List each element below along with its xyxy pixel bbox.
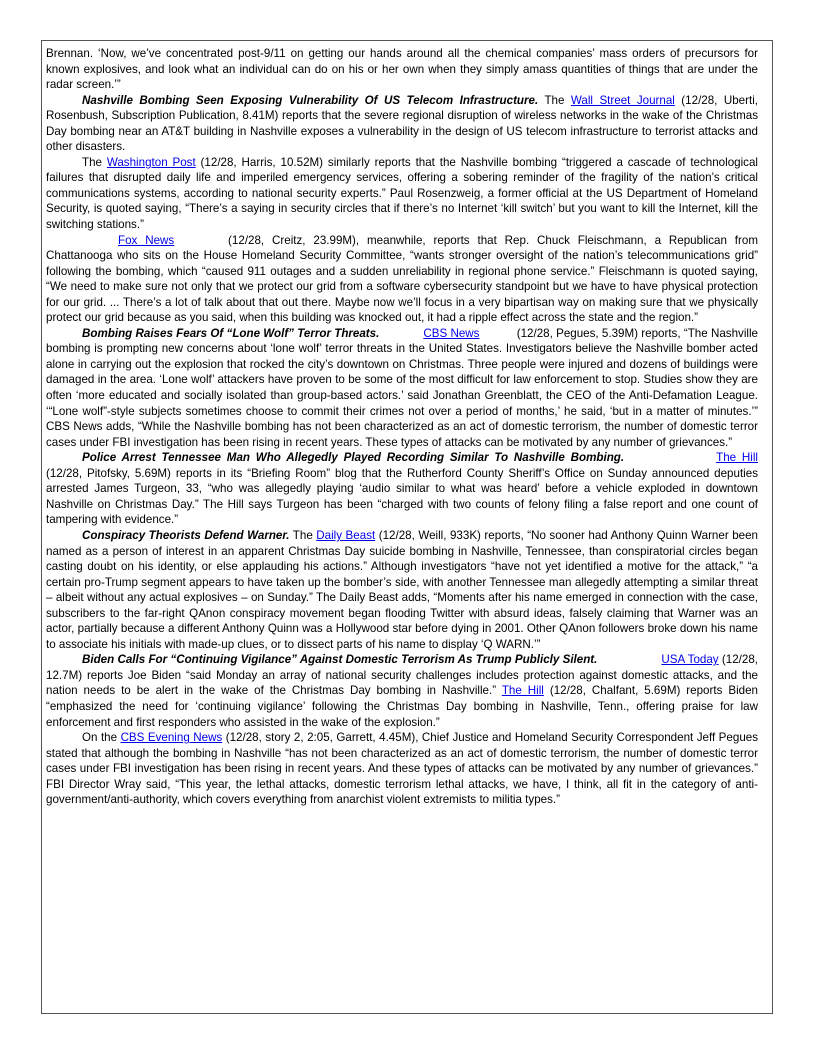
headline: Conspiracy Theorists Defend Warner. bbox=[82, 528, 290, 542]
source-link-cbs-evening-news[interactable]: CBS Evening News bbox=[120, 731, 223, 745]
source-link-washington-post[interactable]: Washington Post bbox=[106, 155, 196, 169]
source-link-usa-today[interactable]: USA Today bbox=[661, 653, 719, 667]
headline: Bombing Raises Fears Of “Lone Wolf” Terror Threats. bbox=[82, 326, 380, 340]
article-conspiracy-theorists bbox=[46, 528, 758, 652]
paragraph-text: (12/28, Pitofsky, 5.69M) reports in its “Briefing Room” blog that the Rutherford County Sheriff’s Office on Sunday announced deputies arrested James Turgeon, 33, “who was allegedly playing ‘audio similar to what was heard’ before a vehicle exploded in downtown Nashville on Christmas Day.” The Hill says Turgeon has been “charged with two counts of felony filing a false report and one count of tampering with evidence.” bbox=[46, 466, 758, 527]
article-telecom-vulnerability bbox=[46, 93, 758, 155]
paragraph-text: (12/28, 12.7M) reports Joe Biden “said Monday an array of national security challenges includes protection against domestic attacks, and the nation needs to be alert in the wake of the Christmas Day bombing in Nashville.” bbox=[46, 653, 759, 698]
connector-text: The bbox=[538, 93, 571, 107]
connector-text: The bbox=[289, 528, 317, 542]
document-body bbox=[46, 46, 758, 808]
article-washington-post bbox=[46, 155, 758, 233]
connector-text: On the bbox=[82, 731, 121, 745]
source-link-daily-beast[interactable]: Daily Beast bbox=[316, 528, 376, 542]
source-link-the-hill[interactable]: The Hill bbox=[716, 451, 758, 465]
article-lone-wolf bbox=[46, 326, 758, 450]
paragraph-text: (12/28, Uberti, Rosenbush, Subscription Publication, 8.41M) reports that the severe regional disruption of wireless networks in the wake of the Christmas Day bombing near an AT&T building in Nashville exposes a vulnerability in the design of US telecom infrastructure to terrorist attacks and other disasters. bbox=[46, 93, 759, 154]
headline: Biden Calls For “Continuing Vigilance” Against Domestic Terrorism As Trump Publicly Silent. bbox=[82, 653, 598, 667]
source-link-wsj[interactable]: Wall Street Journal bbox=[570, 93, 675, 107]
paragraph-text: (12/28, Weill, 933K) reports, “No sooner had Anthony Quinn Warner been named as a person of interest in an apparent Christmas Day suicide bombing in Nashville, Tennessee, than conspiratorial circles began casting doubt on his identity, or else applauding his actions.” Although investigators “have not yet identified a motive for the attack,” “a certain pro-Trump segment appears to have taken up the bomber’s side, with another Tennessee man allegedly attempting a similar threat – albeit without any actual explosives – on Sunday.” The Daily Beast adds, “Moments after his name emerged in connection with the case, subscribers to the far-right QAnon conspiracy movement began flooding Twitter with absurd ideas, falsely claiming that Warner was an actor, partially because a different Anthony Quinn was a Hollywood star before dying in 2001. Other QAnon followers broke down his name to associate his initials with made-up clues, or to dissect parts of his name to display ‘Q WARN.’” bbox=[46, 528, 758, 651]
source-link-fox-news[interactable]: Fox News bbox=[118, 233, 175, 247]
article-fox-news bbox=[46, 233, 758, 326]
article-biden-vigilance bbox=[46, 652, 758, 730]
source-link-the-hill-2[interactable]: The Hill bbox=[501, 684, 544, 698]
source-link-cbs-news[interactable]: CBS News bbox=[423, 326, 480, 340]
paragraph-text: (12/28, story 2, 2:05, Garrett, 4.45M), Chief Justice and Homeland Security Correspondent Jeff Pegues stated that although the bombing in Nashville “has not been characterized as an act of domestic terrorism, the number of domestic terror cases under FBI investigation has been rising in recent years. And these types of attacks can be motivated by any number of grievances.” FBI Director Wray said, “This year, the lethal attacks, domestic terrorism lethal attacks, we have, I think, all fit in the category of anti-government/anti-authority, which covers everything from anarchist violent extremists to militia types.” bbox=[46, 731, 759, 807]
article-police-arrest bbox=[46, 450, 758, 528]
article-cbs-evening-news bbox=[46, 730, 758, 808]
paragraph-text: (12/28, Pegues, 5.39M) reports, “The Nashville bombing is prompting new concerns about ‘lone wolf’ terror threats in the United States. Investigators believe the Nashville bomber acted alone in carrying out the explosion that rocked the city’s downtown on Christmas. Three people were injured and dozens of buildings were damaged in the area. ‘Lone wolf’ attackers have proven to be some of the most difficult for law enforcement to stop. Studies show they are often ‘more educated and socially isolated than group-based actors.’ said Jonathan Greenblatt, the CEO of the Anti-Defamation League. ‘“Lone wolf”-style subjects sometimes choose to commit their crimes not over a period of months,’ he said, ‘but in a matter of minutes.’” CBS News adds, “While the Nashville bombing has not been characterized as an act of domestic terrorism, the number of domestic terror cases under FBI investigation has been rising in recent years. These types of attacks can be motivated by any number of grievances.” bbox=[46, 326, 758, 449]
paragraph-text: (12/28, Chalfant, 5.69M) reports Biden “emphasized the need for ‘continuing vigilance’ following the Christmas Day bombing in Nashville, Tenn., offering praise for law enforcement and first responders who assisted in the wake of the explosion.” bbox=[46, 684, 758, 729]
paragraph-continuation bbox=[46, 46, 758, 93]
headline: Police Arrest Tennessee Man Who Allegedly Played Recording Similar To Nashville Bombing. bbox=[82, 451, 625, 465]
paragraph-text: (12/28, Creitz, 23.99M), meanwhile, reports that Rep. Chuck Fleischmann, a Republican from Chattanooga who sits on the House Homeland Security Committee, “wants stronger oversight of the nation’s telecommunications grid” following the bombing, which “caused 911 outages and a sudden unreliability in regional phone service.” Fleischmann is quoted saying, “We need to make sure not only that we protect our grid from a software cybersecurity standpoint but we have to have physical protection for our grid. ... There’s a lot of talk about that out there. Maybe now we’ll focus in a very bipartisan way on making sure that we physically protect our grid because as you said, when this building was knocked out, it had a ripple effect across the state and the region.” bbox=[46, 233, 758, 325]
headline: Nashville Bombing Seen Exposing Vulnerability Of US Telecom Infrastructure. bbox=[82, 93, 539, 107]
connector-text: The bbox=[82, 155, 107, 169]
paragraph-text: (12/28, Harris, 10.52M) similarly reports that the Nashville bombing “triggered a cascade of technological failures that disrupted daily life and imperiled emergency services, offering a sobering reminder of the fragility of the nation’s critical communications systems, according to national security experts.” Paul Rosenzweig, a former official at the US Department of Homeland Security, is quoted saying, “There’s a saying in security circles that if there’s no Internet ‘kill switch’ but you want to kill the Internet, kill the switching stations.” bbox=[46, 155, 758, 232]
paragraph-text: Brennan. ‘Now, we’ve concentrated post-9/11 on getting our hands around all the chemical companies’ mass orders of precursors for known explosives, and look what an individual can do on his or her own when they simply amass quantities of things that are under the radar screen.’” bbox=[46, 47, 758, 92]
